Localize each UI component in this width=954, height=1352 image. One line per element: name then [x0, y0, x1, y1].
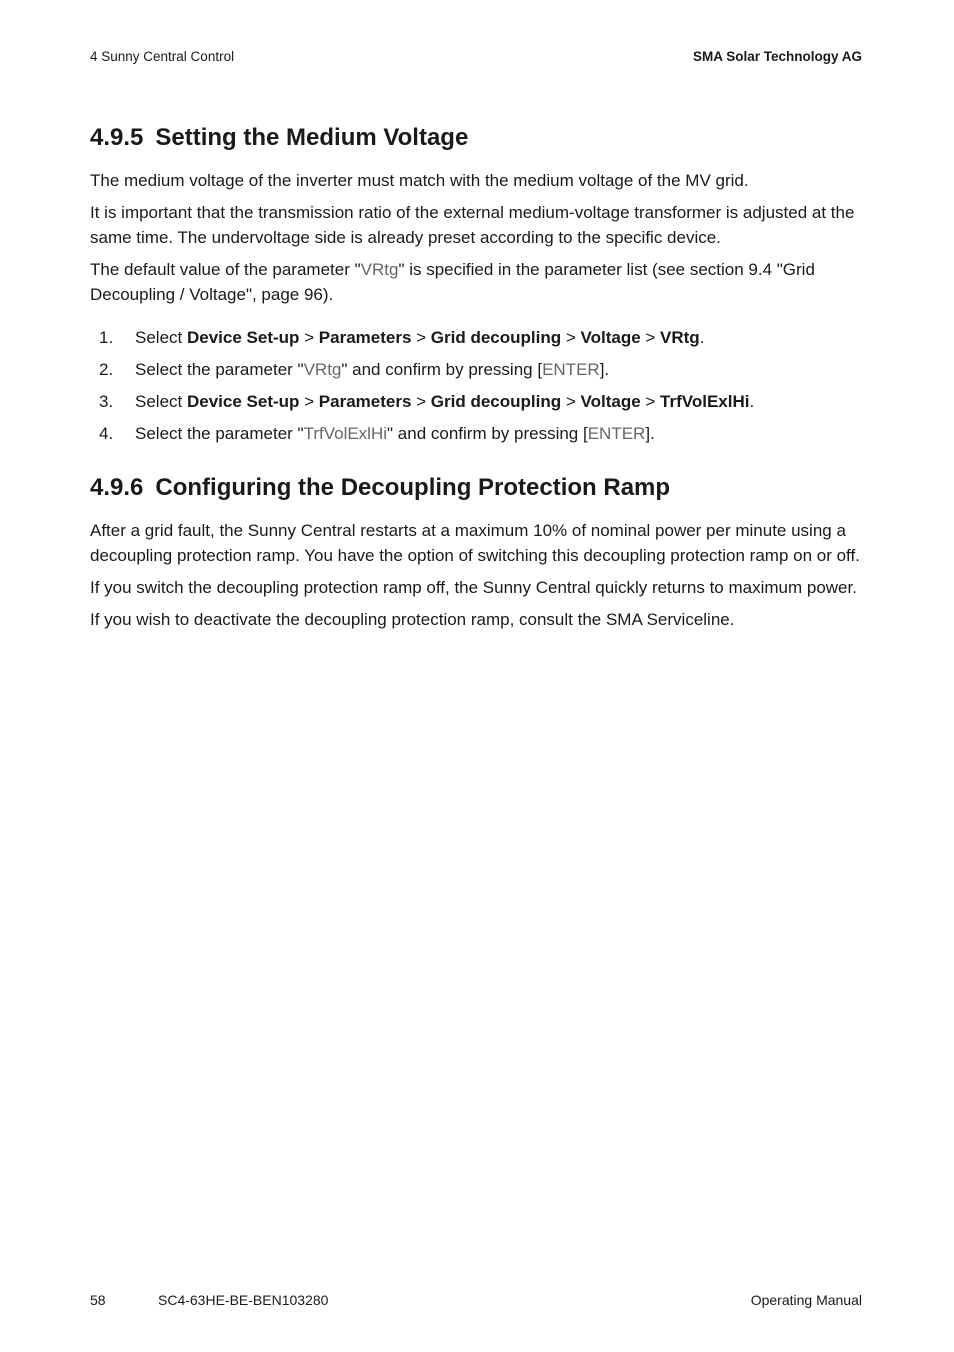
key-name: ENTER [587, 424, 646, 443]
paragraph: The medium voltage of the inverter must match with the medium voltage of the MV grid. [90, 171, 749, 190]
menu-item: Device Set-up [186, 392, 300, 411]
menu-item: Device Set-up [186, 328, 300, 347]
menu-item: Voltage [580, 392, 641, 411]
step-number: 4. [99, 424, 114, 443]
page-number: 58 [90, 1292, 106, 1308]
step-item: 3. Select Device Set-up > Parameters > Grid decoupling > Voltage > TrfVolExlHi. [90, 389, 862, 414]
steps-list [90, 325, 862, 446]
step-item: 2. Select the parameter "VRtg" and confirm by pressing [ENTER]. [90, 357, 862, 382]
step-number: 1. [99, 328, 114, 347]
header-company: SMA Solar Technology AG [692, 49, 862, 64]
parameter-name: TrfVolExlHi [303, 424, 388, 443]
step-number: 2. [99, 360, 114, 379]
page-footer [90, 1292, 862, 1310]
step-item: 1. Select Device Set-up > Parameters > Grid decoupling > Voltage > VRtg. [90, 325, 862, 350]
document-title: Operating Manual [750, 1292, 862, 1308]
section-heading-4-9-6 [90, 472, 862, 504]
key-name: ENTER [542, 360, 600, 379]
menu-item: TrfVolExlHi [660, 392, 750, 411]
section-heading-4-9-5 [90, 122, 862, 154]
paragraph: If you switch the decoupling protection ramp off, the Sunny Central quickly returns to maximum power. [90, 578, 857, 597]
section-title: Configuring the Decoupling Protection Ramp [155, 474, 671, 501]
step-item: 4. Select the parameter "TrfVolExlHi" and confirm by pressing [ENTER]. [90, 421, 862, 446]
menu-item: Voltage [580, 328, 641, 347]
section-number: 4.9.5 [90, 124, 144, 151]
page-content [90, 122, 862, 639]
paragraph: If you wish to deactivate the decoupling protection ramp, consult the SMA Serviceline. [90, 610, 735, 629]
menu-item: Grid decoupling [430, 328, 562, 347]
step-number: 3. [99, 392, 114, 411]
menu-item: Grid decoupling [430, 392, 562, 411]
section-title: Setting the Medium Voltage [155, 124, 469, 151]
menu-item: VRtg [660, 328, 700, 347]
header-chapter: 4 Sunny Central Control [90, 49, 235, 64]
parameter-name: VRtg [303, 360, 342, 379]
page-header [90, 49, 862, 67]
document-id: SC4-63HE-BE-BEN103280 [158, 1292, 329, 1308]
paragraph: It is important that the transmission ratio of the external medium-voltage transformer is adjusted at the same time. The undervoltage side is already preset according to the specific device. [90, 203, 855, 247]
parameter-name: VRtg [360, 260, 399, 279]
paragraph: The default value of the parameter "VRtg" is specified in the parameter list (see section 9.4 "Grid Decoupling / Voltage", page 96). [90, 260, 815, 304]
paragraph: After a grid fault, the Sunny Central restarts at a maximum 10% of nominal power per minute using a decoupling protection ramp. You have the option of switching this decoupling protection ramp on or off. [90, 521, 860, 565]
menu-item: Parameters [318, 392, 412, 411]
section-number: 4.9.6 [90, 474, 144, 501]
menu-item: Parameters [318, 328, 412, 347]
